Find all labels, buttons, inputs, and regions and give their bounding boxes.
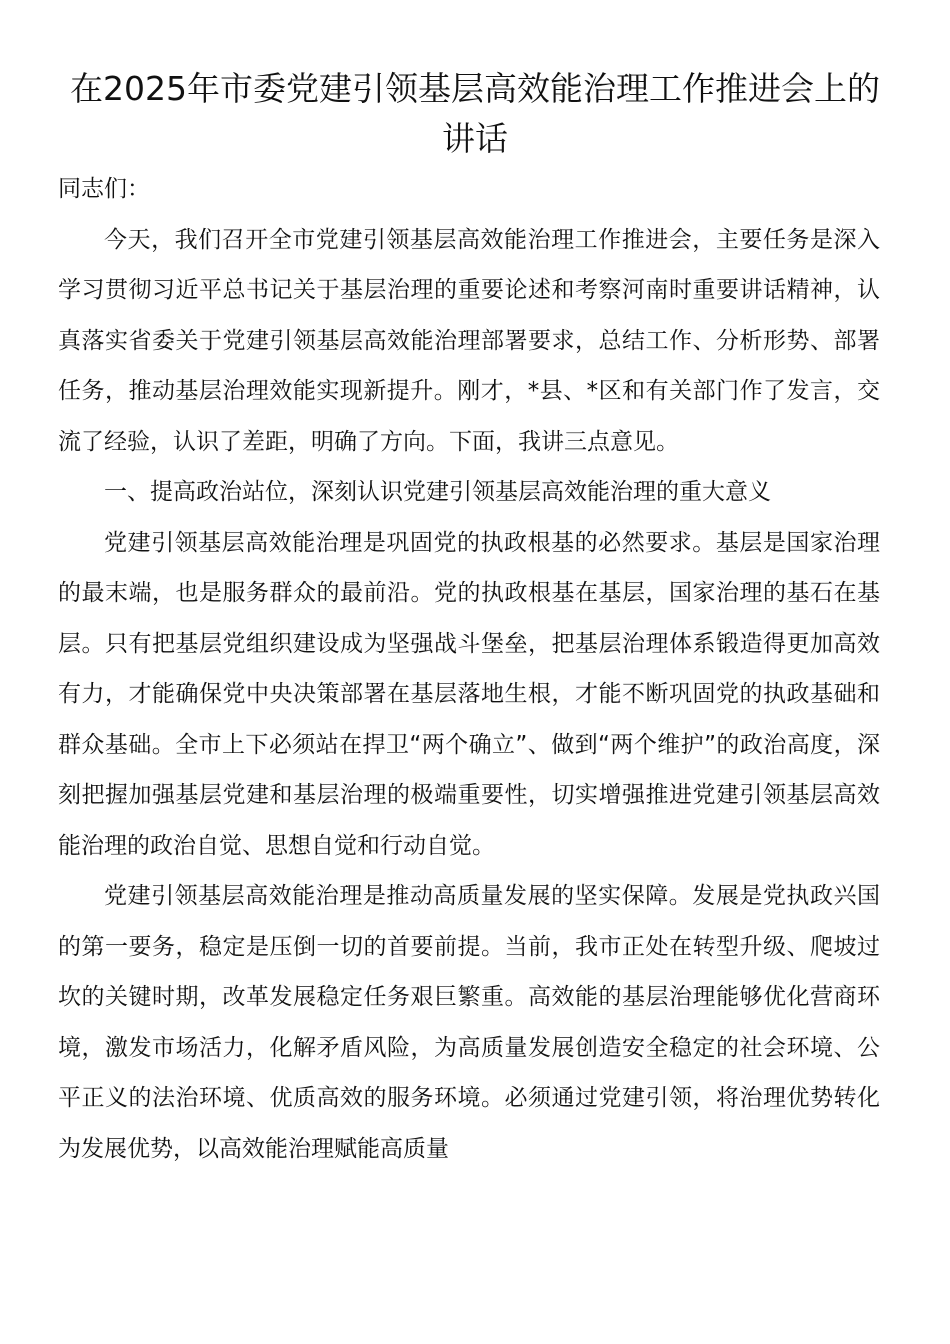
salutation: 同志们： xyxy=(58,176,150,202)
section-heading-1: 一、提高政治站位，深刻认识党建引领基层高效能治理的重大意义 xyxy=(104,479,771,505)
paragraph-significance-1: 党建引领基层高效能治理是巩固党的执政根基的必然要求。基层是国家治理的最末端，也是服务群众的最前沿。党的执政根基在基层，国家治理的基石在基层。只有把基层党组织建设成为坚强战斗堡垒，把基层治理体系锻造得更加高效有力，才能确保党中央决策部署在基层落地生根，才能不断巩固党的执政基础和群众基础。全市上下必须站在捍卫“两个确立”、做到“两个维护”的政治高度，深刻把握加强基层党建和基层治理的极端重要性，切实增强推进党建引领基层高效能治理的政治自觉、思想自觉和行动自觉。 xyxy=(58,529,880,859)
document-title: 在2025年市委党建引领基层高效能治理工作推进会上的讲话 xyxy=(70,69,880,158)
paragraph-significance-2: 党建引领基层高效能治理是推动高质量发展的坚实保障。发展是党执政兴国的第一要务，稳定是压倒一切的首要前提。当前，我市正处在转型升级、爬坡过坎的关键时期，改革发展稳定任务艰巨繁重。高效能的基层治理能够优化营商环境，激发市场活力，化解矛盾风险，为高质量发展创造安全稳定的社会环境、公平正义的法治环境、优质高效的服务环境。必须通过党建引领，将治理优势转化为发展优势，以高效能治理赋能高质量 xyxy=(58,883,880,1162)
document-body xyxy=(58,164,880,1174)
paragraph-intro: 今天，我们召开全市党建引领基层高效能治理工作推进会，主要任务是深入学习贯彻习近平总书记关于基层治理的重要论述和考察河南时重要讲话精神，认真落实省委关于党建引领基层高效能治理部署要求，总结工作、分析形势、部署任务，推动基层治理效能实现新提升。刚才，*县、*区和有关部门作了发言，交流了经验，认识了差距，明确了方向。下面，我讲三点意见。 xyxy=(58,226,880,455)
